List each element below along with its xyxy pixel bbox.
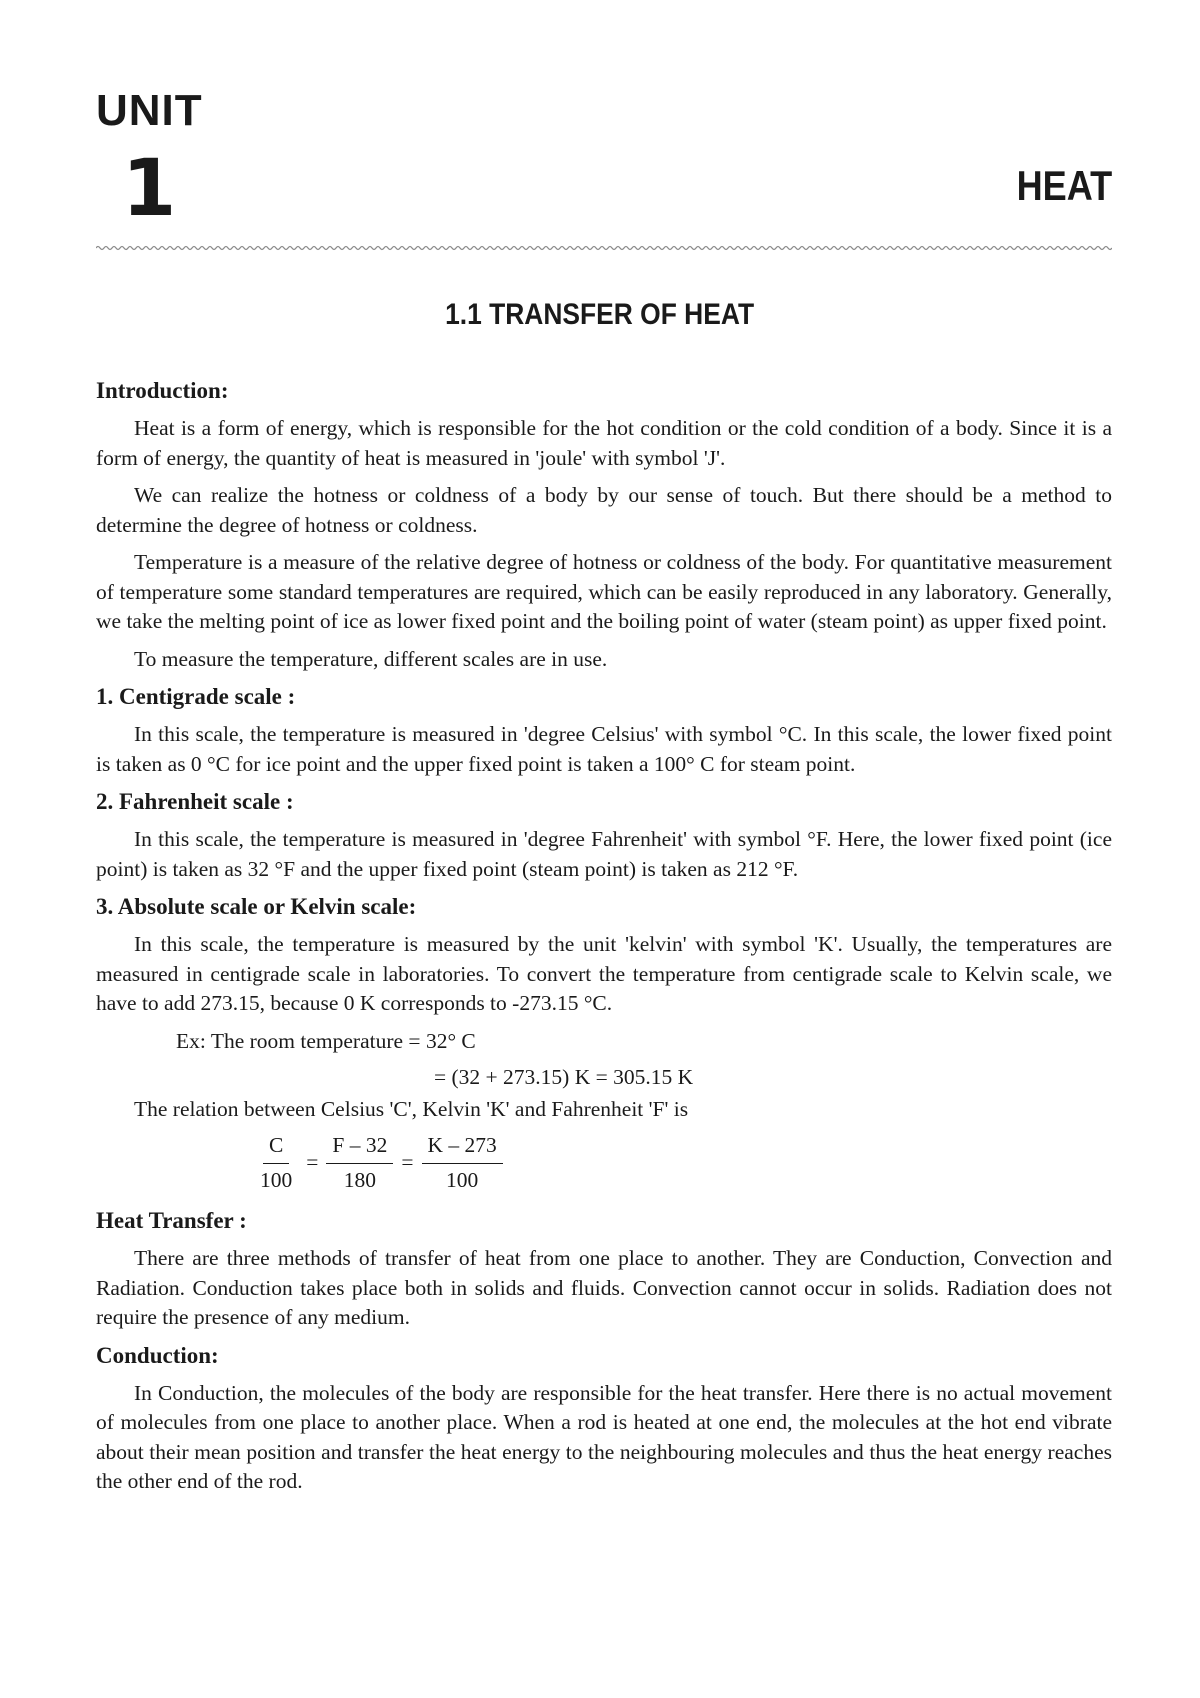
fahrenheit-heading: 2. Fahrenheit scale :: [96, 789, 294, 814]
intro-paragraph-4: To measure the temperature, different scales are in use.: [134, 646, 608, 671]
wavy-divider: [96, 243, 1112, 253]
example-line-1: Ex: The room temperature = 32° C: [176, 1028, 476, 1053]
fahrenheit-paragraph: In this scale, the temperature is measured in 'degree Fahrenheit' with symbol °F. Here, the lower fixed point (ice point) is taken as 32 °F and the upper fixed point (steam point) is taken as 212 °F.: [96, 827, 1112, 881]
fraction-kelvin: [422, 1131, 503, 1195]
centigrade-paragraph: In this scale, the temperature is measured in 'degree Celsius' with symbol °C. In this scale, the lower fixed point is taken as 0 °C for ice point and the upper fixed point is taken a 100° C for steam point.: [96, 722, 1112, 776]
fraction-denominator: 100: [260, 1167, 293, 1192]
kelvin-paragraph: In this scale, the temperature is measured by the unit 'kelvin' with symbol 'K'. Usually, the temperatures are measured in centigrade scale in laboratories. To convert the temperature from centigrade scale to Kelvin scale, we have to add 273.15, because 0 K corresponds to -273.15 °C.: [96, 932, 1112, 1015]
main-content: [96, 376, 1112, 1505]
centigrade-heading: 1. Centigrade scale :: [96, 684, 296, 709]
heat-transfer-heading: Heat Transfer :: [96, 1208, 247, 1233]
unit-number: 1: [122, 144, 177, 234]
intro-paragraph-3: Temperature is a measure of the relative degree of hotness or coldness of the body. For quantitative measurement of temperature some standard temperatures are required, which can be easily reproduced in any laboratory. Generally, we take the melting point of ice as lower fixed point and the boiling point of water (steam point) as upper fixed point.: [96, 550, 1112, 633]
example-line-2: = (32 + 273.15) K = 305.15 K: [434, 1064, 694, 1089]
heat-transfer-paragraph: There are three methods of transfer of heat from one place to another. They are Conduction, Convection and Radiation. Conduction takes place both in solids and fluids. Convection cannot occur in solids. Radiation does not require the presence of any medium.: [96, 1246, 1112, 1329]
conduction-heading: Conduction:: [96, 1342, 219, 1368]
fraction-denominator: 100: [446, 1167, 479, 1192]
conduction-paragraph: In Conduction, the molecules of the body are responsible for the heat transfer. Here there is no actual movement of molecules from one place to another place. When a rod is heated at one end, the molecules at the hot end vibrate about their mean position and transfer the heat energy to the neighbouring molecules and thus the heat energy reaches the other end of the rod.: [96, 1380, 1112, 1493]
intro-paragraph-1: Heat is a form of energy, which is responsible for the hot condition or the cold condition of a body. Since it is a form of energy, the quantity of heat is measured in 'joule' with symbol 'J'.: [96, 416, 1112, 470]
conversion-formula: [254, 1128, 1112, 1198]
fraction-numerator: C: [263, 1131, 289, 1164]
introduction-heading: Introduction:: [96, 378, 229, 403]
section-title-text: 1.1 TRANSFER OF HEAT: [445, 298, 755, 331]
fraction-numerator: F – 32: [326, 1131, 393, 1164]
fraction-numerator: K – 273: [422, 1131, 503, 1164]
relation-text: The relation between Celsius 'C', Kelvin 'K' and Fahrenheit 'F' is: [134, 1096, 689, 1121]
section-title: [0, 298, 1200, 332]
intro-paragraph-2: We can realize the hotness or coldness of a body by our sense of touch. But there should be a method to determine the degree of hotness or coldness.: [96, 483, 1112, 537]
equals-sign: =: [306, 1150, 319, 1175]
unit-title: HEAT: [1016, 162, 1112, 209]
equals-sign: =: [401, 1150, 414, 1175]
fraction-fahrenheit: [326, 1131, 393, 1195]
fraction-celsius: [254, 1131, 298, 1195]
unit-label: UNIT: [96, 86, 203, 135]
fraction-denominator: 180: [343, 1167, 376, 1192]
kelvin-heading: 3. Absolute scale or Kelvin scale:: [96, 894, 417, 919]
